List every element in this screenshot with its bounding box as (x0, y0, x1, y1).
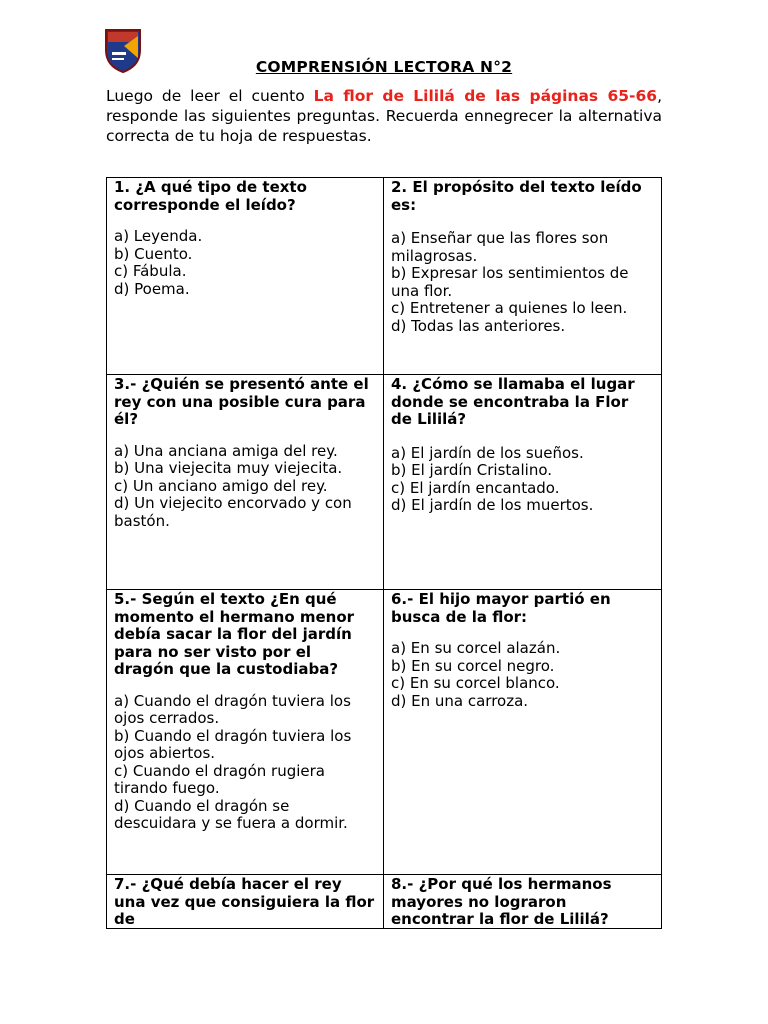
question-2-option-c: c) Entretener a quienes lo leen. (391, 299, 628, 317)
question-6-title: 6.- El hijo mayor partió en busca de la flor: (391, 590, 611, 626)
question-5-title: 5.- Según el texto ¿En qué momento el hermano menor debía sacar la flor del jardín para no ser visto por el dragón que la custodiaba? (114, 590, 355, 678)
question-4-option-d: d) El jardín de los muertos. (391, 496, 594, 514)
question-8 (383, 874, 662, 929)
question-1-option-b: b) Cuento. (114, 244, 193, 263)
question-6-option-b: b) En su corcel negro. (391, 656, 555, 675)
question-3-title: 3.- ¿Quién se presentó ante el rey con una posible cura para él? (114, 375, 369, 428)
page-title: COMPRENSIÓN LECTORA N°2 (255, 58, 513, 76)
question-2-option-b: b) Expresar los sentimientos de una flor. (391, 264, 629, 300)
question-3 (106, 374, 384, 590)
question-6-option-c: c) En su corcel blanco. (391, 674, 560, 692)
intro-paragraph (106, 86, 662, 146)
question-3-option-c: c) Un anciano amigo del rey. (114, 476, 328, 495)
question-1-option-a: a) Leyenda. (114, 227, 203, 245)
intro-highlight: La flor de Lililá de las páginas 65-66 (313, 87, 658, 105)
question-4-title: 4. ¿Cómo se llamaba el lugar donde se encontraba la Flor de Lililá? (391, 375, 635, 428)
question-4-option-c: c) El jardín encantado. (391, 478, 560, 497)
question-2 (383, 177, 662, 375)
question-3-option-b: b) Una viejecita muy viejecita. (114, 459, 343, 477)
question-4-option-b: b) El jardín Cristalino. (391, 461, 553, 479)
question-1-option-d: d) Poema. (114, 279, 190, 298)
question-3-option-d: d) Un viejecito encorvado y con bastón. (114, 494, 352, 530)
question-5 (106, 589, 384, 875)
question-6 (383, 589, 662, 875)
question-5-option-b: b) Cuando el dragón tuviera los ojos abiertos. (114, 726, 352, 762)
question-2-option-a: a) Enseñar que las flores son milagrosas. (391, 229, 609, 265)
question-6-option-d: d) En una carroza. (391, 691, 529, 710)
question-3-option-a: a) Una anciana amiga del rey. (114, 441, 338, 460)
question-4 (383, 374, 662, 590)
question-2-title: 2. El propósito del texto leído es: (391, 178, 642, 214)
question-8-title: 8.- ¿Por qué los hermanos mayores no lograron encontrar la flor de Lililá? (391, 875, 612, 928)
intro-text-before: Luego de leer el cuento (106, 87, 314, 105)
question-6-option-a: a) En su corcel alazán. (391, 639, 561, 657)
question-1 (106, 177, 384, 375)
question-1-title: 1. ¿A qué tipo de texto corresponde el leído? (114, 178, 307, 214)
intro-text-after: , responde las siguientes preguntas. Recuerda ennegrecer la alternativa correcta de tu hoja de respuestas. (106, 87, 662, 145)
question-2-option-d: d) Todas las anteriores. (391, 316, 566, 335)
question-5-option-d: d) Cuando el dragón se descuidara y se fuera a dormir. (114, 796, 348, 832)
question-4-option-a: a) El jardín de los sueños. (391, 443, 584, 462)
question-1-option-c: c) Fábula. (114, 262, 187, 280)
question-7-title: 7.- ¿Qué debía hacer el rey una vez que consiguiera la flor de (114, 875, 375, 928)
question-5-option-a: a) Cuando el dragón tuviera los ojos cerrados. (114, 691, 351, 727)
question-7 (106, 874, 384, 929)
question-5-option-c: c) Cuando el dragón rugiera tirando fuego. (114, 761, 325, 797)
